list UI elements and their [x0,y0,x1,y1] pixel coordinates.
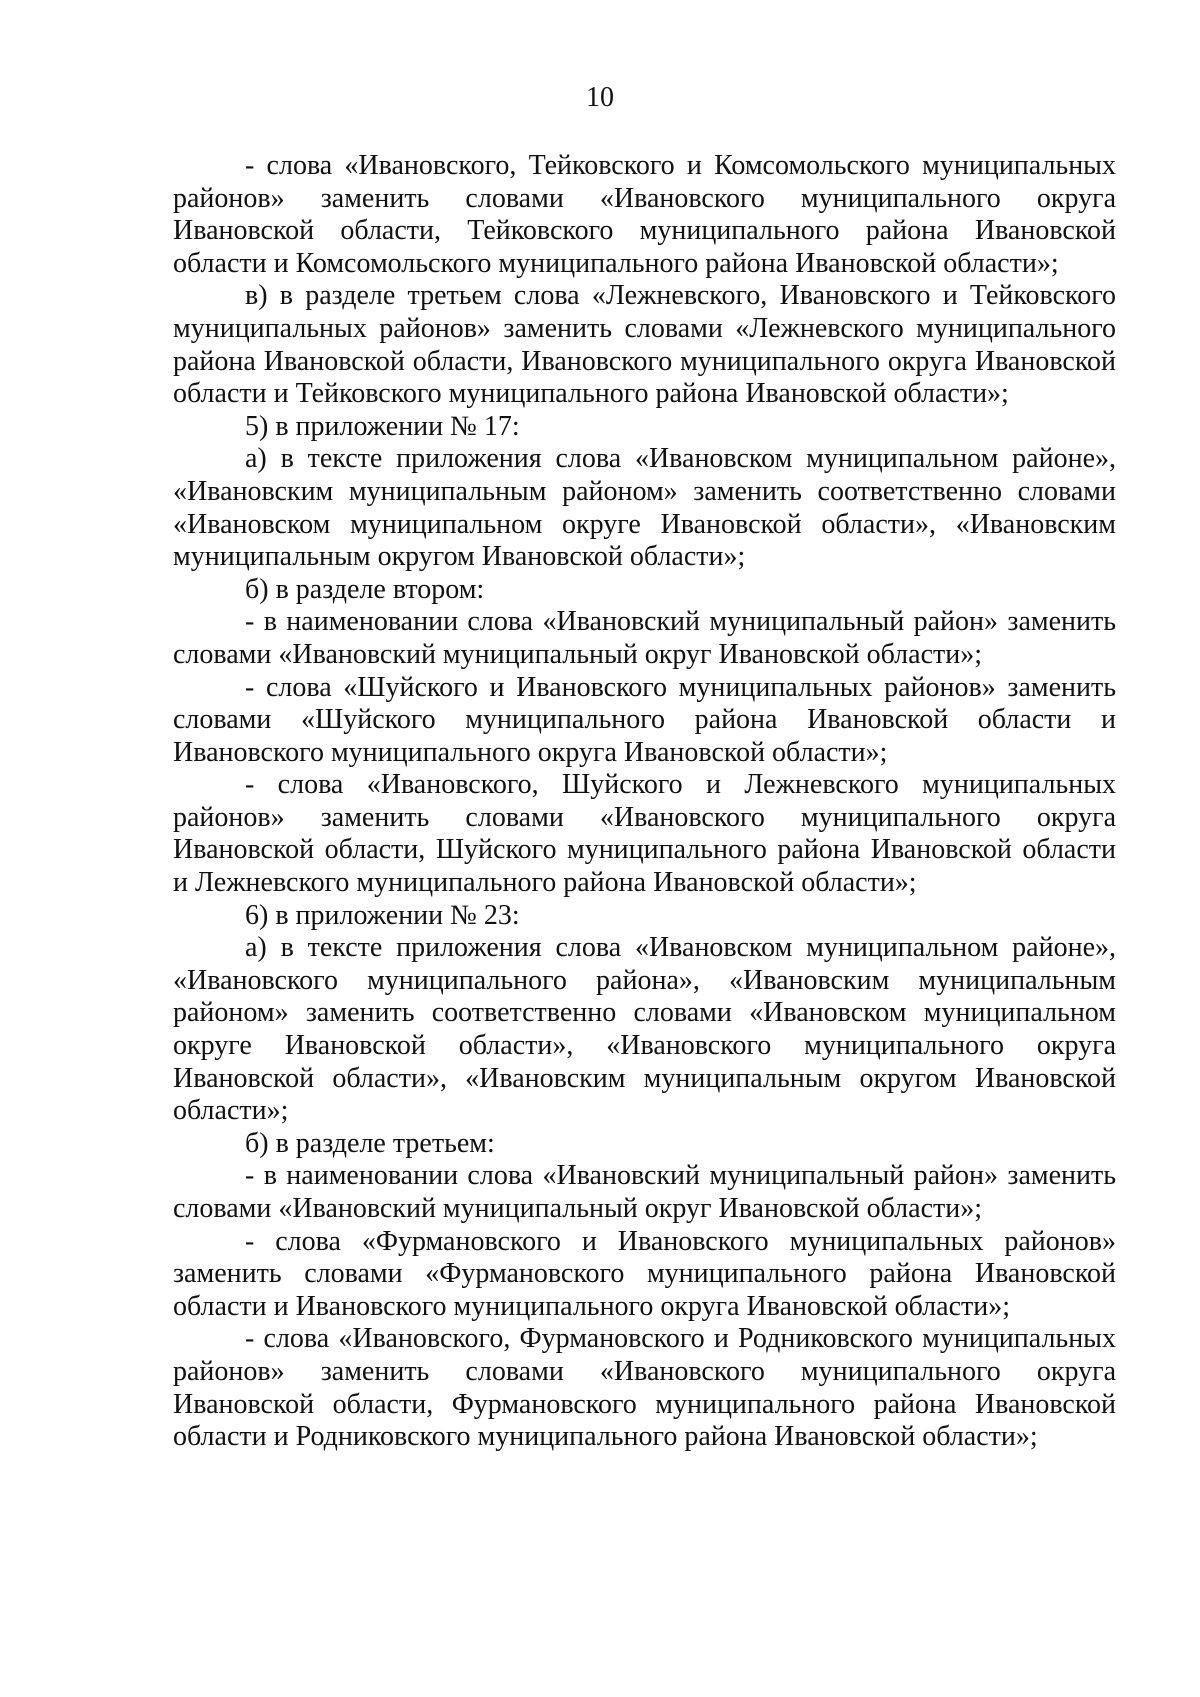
paragraph: - в наименовании слова «Ивановский муниципальный район» заменить словами «Ивановский муниципальный округ Ивановской области»; [173,606,1116,670]
paragraph: а) в тексте приложения слова «Ивановском муниципальном районе», «Ивановского муниципального района», «Ивановским муниципальным районом» заменить соответственно словами «Ивановском муниципальном округе Ивановской области», «Ивановского муниципального округа Ивановской области», «Ивановским муниципальным округом Ивановской области»; [173,932,1116,1127]
paragraph: 5) в приложении № 17: [245,410,520,442]
paragraph: - слова «Фурмановского и Ивановского муниципальных районов» заменить словами «Фурмановского муниципального района Ивановской области и Ивановского муниципального округа Ивановской области»; [173,1225,1116,1322]
paragraph: - слова «Ивановского, Фурмановского и Родниковского муниципальных районов» заменить словами «Ивановского муниципального округа Ивановской области, Фурмановского муниципального района Ивановской области и Родниковского муниципального района Ивановской области»; [173,1323,1116,1453]
paragraph: а) в тексте приложения слова «Ивановском муниципальном районе», «Ивановским муниципальным районом» заменить соответственно словами «Ивановском муниципальном округе Ивановской области», «Ивановским муниципальным округом Ивановской области»; [173,443,1116,573]
page-number: 10 [586,82,614,113]
paragraph: б) в разделе третьем: [245,1127,495,1159]
paragraph: - слова «Шуйского и Ивановского муниципальных районов» заменить словами «Шуйского муниципального района Ивановской области и Ивановского муниципального округа Ивановской области»; [173,671,1116,768]
paragraph: - в наименовании слова «Ивановский муниципальный район» заменить словами «Ивановский муниципальный округ Ивановской области»; [173,1160,1116,1224]
document-body [173,150,1116,1454]
paragraph: б) в разделе втором: [245,573,485,605]
paragraph: - слова «Ивановского, Шуйского и Лежневского муниципальных районов» заменить словами «Ивановского муниципального округа Ивановской области, Шуйского муниципального района Ивановской области и Лежневского муниципального района Ивановской области»; [173,769,1116,899]
paragraph: - слова «Ивановского, Тейковского и Комсомольского муниципальных районов» заменить словами «Ивановского муниципального округа Ивановской области, Тейковского муниципального района Ивановской области и Комсомольского муниципального района Ивановской области»; [173,150,1116,279]
paragraph: в) в разделе третьем слова «Лежневского, Ивановского и Тейковского муниципальных районов» заменить словами «Лежневского муниципального района Ивановской области, Ивановского муниципального округа Ивановской области и Тейковского муниципального района Ивановской области»; [173,280,1116,410]
paragraph: 6) в приложении № 23: [245,899,520,931]
